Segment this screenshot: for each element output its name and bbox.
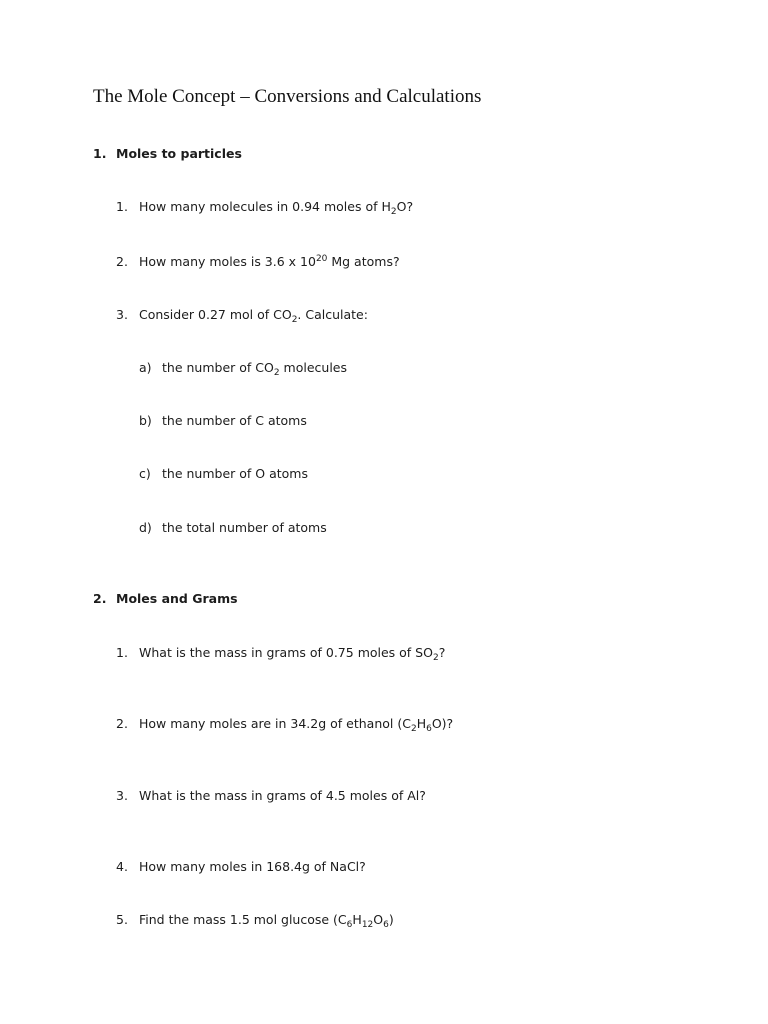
question-number: 1. <box>116 645 128 660</box>
section-label: Moles and Grams <box>116 591 238 606</box>
question-text: Find the mass 1.5 mol glucose $(C_6H_{12}O_6)$ <box>139 912 394 930</box>
question-number: 5. <box>116 912 128 927</box>
question-text: How many moles are in 34.2g of ethanol $(C_2H_6O)$? <box>139 716 454 734</box>
subpart-text: the total number of atoms <box>162 520 327 535</box>
question-number: 1. <box>116 199 128 214</box>
section-number: 2. <box>93 591 107 606</box>
section-number: 1. <box>93 146 107 161</box>
subpart-text: the number of $CO_2$ molecules <box>162 360 348 378</box>
subpart-letter: d) <box>139 520 152 535</box>
question-text: How many moles in 168.4g of NaCl? <box>139 859 366 874</box>
question-number: 2. <box>116 716 128 731</box>
section-label: Moles to particles <box>116 146 242 161</box>
subpart-letter: b) <box>139 413 152 428</box>
question-text: What is the mass in grams of 4.5 moles of Al? <box>139 788 426 803</box>
subpart-letter: c) <box>139 466 151 481</box>
question-text: What is the mass in grams of 0.75 moles of $SO_2$? <box>139 645 446 663</box>
question-number: 3. <box>116 307 128 322</box>
question-number: 3. <box>116 788 128 803</box>
page-title: The Mole Concept – Conversions and Calculations <box>93 86 482 107</box>
subpart-text: the number of C atoms <box>162 413 307 428</box>
question-number: 4. <box>116 859 128 874</box>
question-text: Consider 0.27 mol of $CO_2$. Calculate: <box>139 307 368 325</box>
question-number: 2. <box>116 254 128 269</box>
question-text: How many molecules in 0.94 moles of $H_2O$? <box>139 199 414 217</box>
subpart-letter: a) <box>139 360 152 375</box>
subpart-text: the number of O atoms <box>162 466 308 481</box>
question-text: How many moles is 3.6 x $10^{20}$ Mg atoms? <box>139 254 400 269</box>
